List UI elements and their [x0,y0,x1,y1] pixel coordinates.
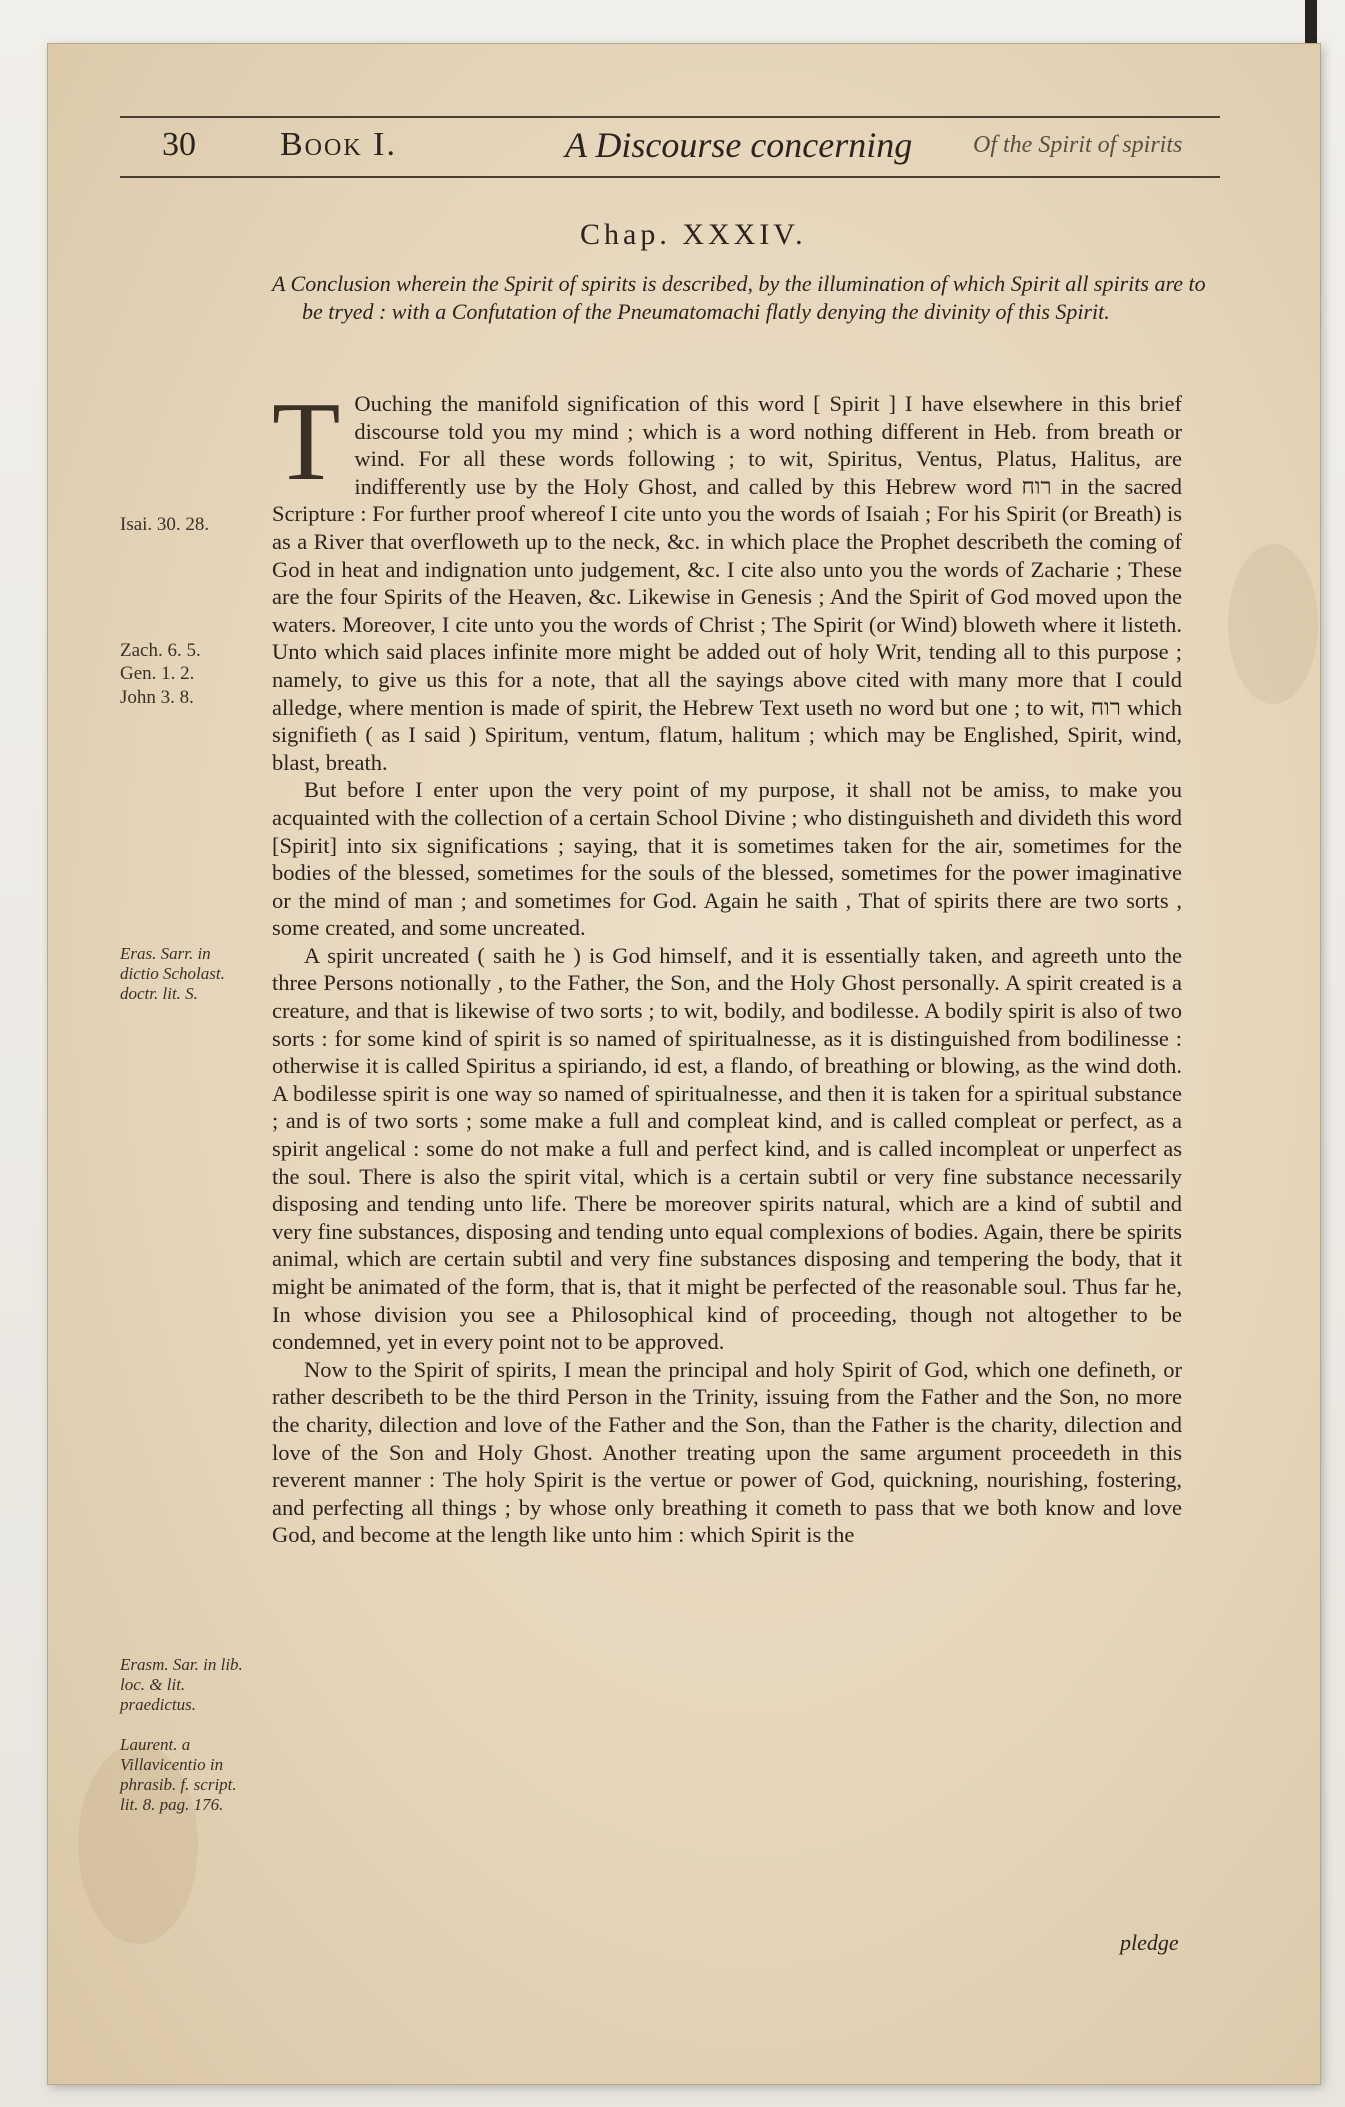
chapter-summary: A Conclusion wherein the Spirit of spirits is described, by the illumination of which Spirit all spirits are to be tryed : with a Confutation of the Pneumatomachi flatly denying the divinity of this Spirit. [272,271,1206,324]
marginal-note: Laurent. a Villavicentio in phrasib. f. script. lit. 8. pag. 176. [120,1735,237,1814]
catchword: pledge [1120,1930,1179,1955]
marginal-note: Gen. 1. 2. [120,663,195,684]
marginal-note: Eras. Sarr. in dictio Scholast. doctr. lit. S. [120,944,225,1003]
chapter-heading: Chap. XXXIV. [580,218,807,251]
marginal-note: Zach. 6. 5. [120,640,201,661]
paragraph: T Ouching the manifold signification of this word [ Spirit ] I have elsewhere in this brief discourse told you my mind ; which is a word nothing different in Heb. from breath or wind. For all these words following ; to wit, Spiritus, Ventus, Platus, Halitus, are indifferently use by the Holy Ghost, and called by this Hebrew word רוח in the sacred Scripture : For further proof whereof I cite unto you the words of Isaiah ; For his Spirit (or Breath) is as a River that overfloweth up to the neck, &c. in which place the Prophet describeth the coming of God in heat and indignation unto judgement, &c. I cite also unto you the words of Zacharie ; These are the four Spirits of the Heaven, &c. Likewise in Genesis ; And the Spirit of God moved upon the waters. Moreover, I cite unto you the words of Christ ; The Spirit (or Wind) bloweth where it listeth. Unto which said places infinite more might be added out of holy Writ, tending all to this purpose ; namely, to give us this for a note, that all the sayings above cited with many more that I could alledge, where mention is made of spirit, the Hebrew Text useth no word but one ; to wit, רוח which signifieth ( as I said ) Spiritum, ventum, flatum, halitum ; which may be Englished, Spirit, wind, blast, breath. [272,380,1182,775]
paragraph: Now to the Spirit of spirits, I mean the principal and holy Spirit of God, which one defineth, or rather describeth to be the third Person in the Trinity, issuing from the Father and the Son, no more the charity, dilection and love of the Father and the Son, than the Father is the charity, dilection and love of the Son and Holy Ghost. Another treating upon the same argument proceedeth in this reverent manner : The holy Spirit is the vertue or power of God, quickning, nourishing, fostering, and perfecting all things ; by whose only breathing it cometh to pass that we both know and love God, and become at the length like unto him : which Spirit is the [272,1356,1182,1548]
running-title: A Discourse concerning [565,125,913,165]
book-label: Book I. [280,126,397,163]
paper-stain [1228,544,1318,704]
marginal-note: John 3. 8. [120,687,194,708]
paragraph: A spirit uncreated ( saith he ) is God himself, and it is essentially taken, and agreeth unto the three Persons notionally , to the Father, the Son, and the Holy Ghost personally. A spirit created is a creature, and that is likewise of two sorts ; to wit, bodily, and bodilesse. A bodily spirit is also of two sorts : for some kind of spirit is so named of spiritualnesse, as it is distinguished from bodilinesse : otherwise it is called Spiritus a spiriando, id est, a flando, of breathing or blowing, as the wind doth. A bodilesse spirit is one way so named of spiritualnesse, and then it is taken for a spiritual substance ; and is of two sorts ; some make a full and compleat kind, and is called compleat or perfect, as a spirit angelical : some do not make a full and perfect kind, and is called incompleat or unperfect as the soul. There is also the spirit vital, which is a certain subtil or very fine substance necessarily disposing and tending unto life. There be moreover spirits natural, which are a kind of subtil and very fine substances, disposing and tending unto equal complexions of bodies. Again, there be spirits animal, which are certain subtil and very fine substances disposing and tempering the body, that it might be animated of the form, that is, that it might be perfected of the reasonable soul. Thus far he, In whose division you see a Philosophical kind of proceeding, though not altogether to be condemned, yet in every point not to be approved. [272,942,1182,1355]
drop-cap: T [272,380,341,504]
running-header [120,118,1230,174]
main-text [272,380,1182,1549]
marginal-note: Erasm. Sar. in lib. loc. & lit. praedictus. [120,1655,243,1714]
marginal-note: Isai. 30. 28. [120,514,210,535]
paragraph: But before I enter upon the very point of my purpose, it shall not be amiss, to make you acquainted with the collection of a certain School Divine ; who distinguisheth and divideth this word [Spirit] into six significations ; saying, that it is sometimes taken for the air, sometimes for the bodies of the blessed, sometimes for the souls of the blessed, sometimes for the power imaginative or the mind of man ; and sometimes for God. Again he saith , That of spirits there are two sorts , some created, and some uncreated. [272,777,1182,941]
running-subtitle: Of the Spirit of spirits [973,132,1183,158]
page-number: 30 [162,126,196,163]
header-rule-bottom [120,176,1220,178]
